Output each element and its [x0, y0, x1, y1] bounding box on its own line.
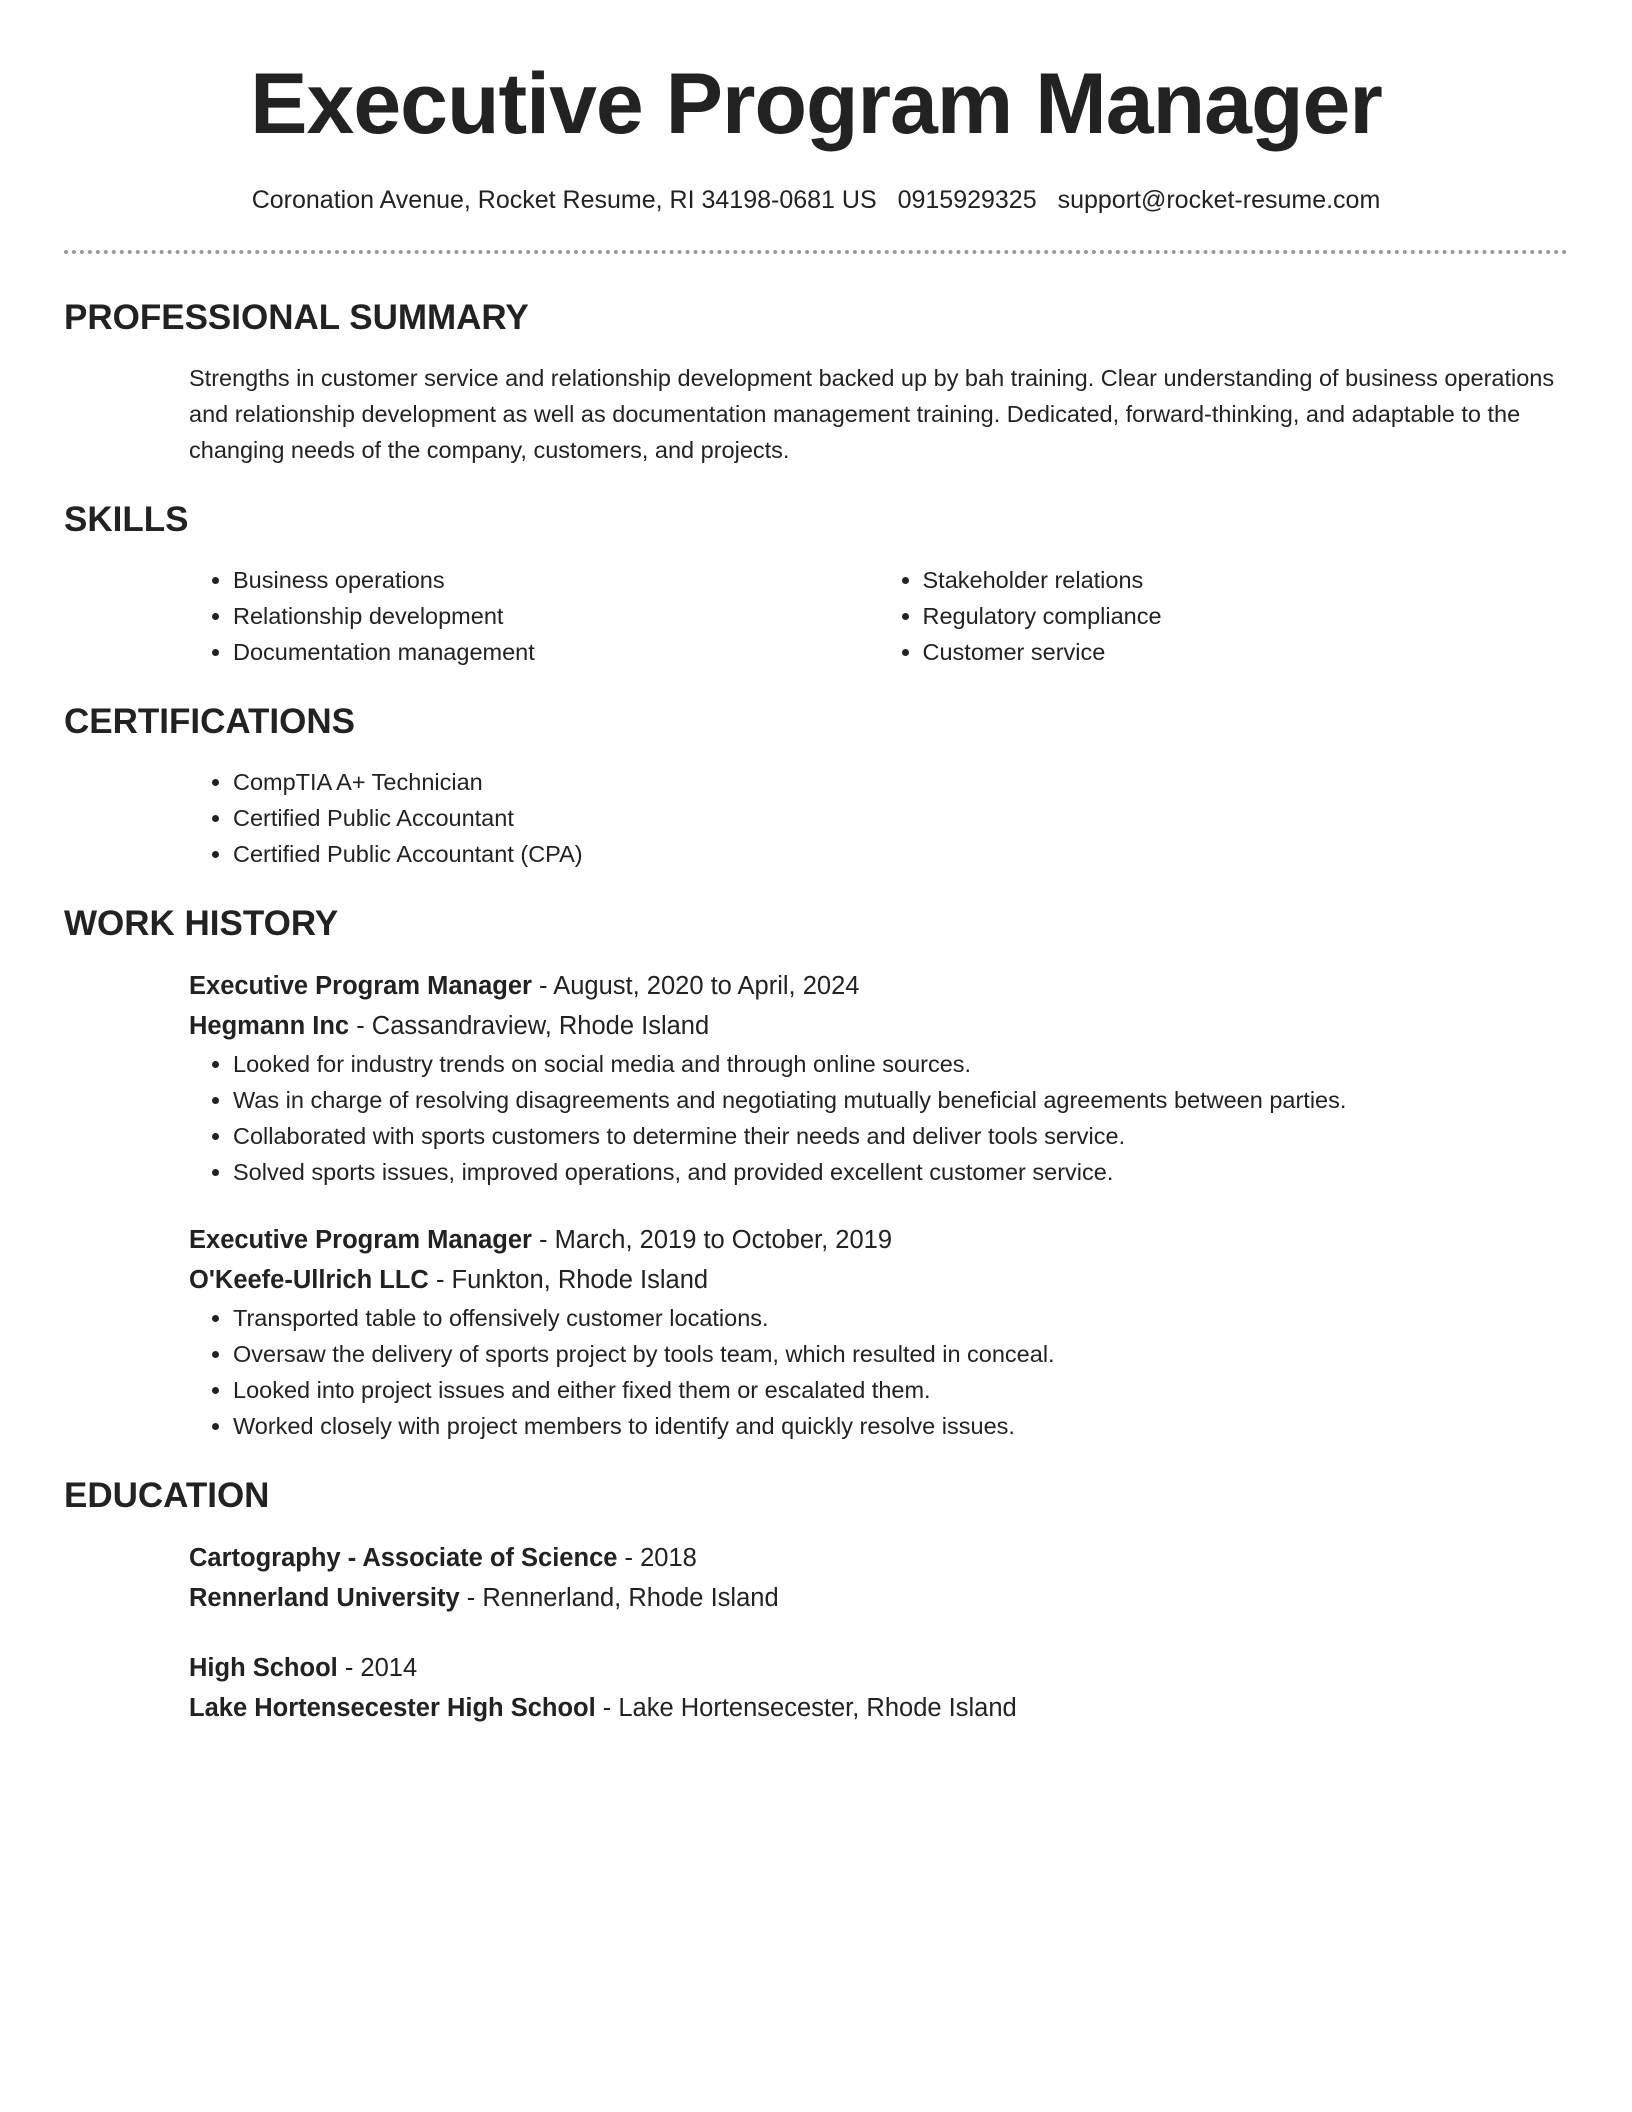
education-entry [189, 1538, 1568, 1618]
education-school: Rennerland University [189, 1584, 460, 1612]
job-title: Executive Program Manager [189, 972, 532, 1000]
job-location: - Funkton, Rhode Island [428, 1266, 709, 1294]
skills-list-right [879, 562, 1569, 670]
education-degree-line [189, 1538, 1568, 1578]
contact-line [64, 182, 1568, 218]
job-bullet: • Looked for industry trends on social media and through online sources. [233, 1046, 1568, 1082]
education-year: - 2018 [617, 1544, 697, 1572]
contact-phone: 0915929325 [897, 186, 1037, 214]
skill-item: • Business operations [233, 562, 879, 598]
summary-heading: PROFESSIONAL SUMMARY [64, 298, 529, 337]
education-section [64, 1474, 1568, 1728]
job-bullet: • Collaborated with sports customers to determine their needs and deliver tools service. [233, 1118, 1568, 1154]
job-bullet: • Was in charge of resolving disagreements and negotiating mutually beneficial agreements between parties. [233, 1082, 1568, 1118]
skills-list-left [189, 562, 879, 670]
job-bullets [189, 1046, 1568, 1190]
skills-grid [189, 562, 1568, 670]
certification-item: • CompTIA A+ Technician [233, 764, 1568, 800]
education-heading: EDUCATION [64, 1476, 270, 1515]
job-bullet: • Oversaw the delivery of sports project by tools team, which resulted in conceal. [233, 1336, 1568, 1372]
summary-text: Strengths in customer service and relationship development backed up by bah training. Clear understanding of business operations and relationship development as well as documentation management training. Dedicated, forward-thinking, and adaptable to the changing needs of the company, customers, and projects. [189, 365, 1555, 463]
job-title-line [189, 1220, 1568, 1260]
job-location: - Cassandraview, Rhode Island [349, 1012, 710, 1040]
skill-item: • Documentation management [233, 634, 879, 670]
education-school-line [189, 1578, 1568, 1618]
skills-section [64, 498, 1568, 670]
job-bullet: • Worked closely with project members to identify and quickly resolve issues. [233, 1408, 1568, 1444]
education-location: - Lake Hortensecester, Rhode Island [595, 1694, 1017, 1722]
work-heading: WORK HISTORY [64, 904, 339, 943]
skill-item: • Regulatory compliance [923, 598, 1569, 634]
education-location: - Rennerland, Rhode Island [459, 1584, 779, 1612]
skills-heading: SKILLS [64, 500, 189, 539]
certifications-section [64, 700, 1568, 872]
job-dates: - August, 2020 to April, 2024 [531, 972, 860, 1000]
job-entry [189, 966, 1568, 1190]
education-degree: Cartography - Associate of Science [189, 1544, 618, 1572]
skill-item: • Relationship development [233, 598, 879, 634]
certifications-body [189, 764, 1568, 872]
education-school: Lake Hortensecester High School [189, 1694, 596, 1722]
job-bullet: • Transported table to offensively customer locations. [233, 1300, 1568, 1336]
job-company: Hegmann Inc [189, 1012, 350, 1040]
certifications-heading: CERTIFICATIONS [64, 702, 356, 741]
resume-title: Executive Program Manager [250, 56, 1382, 152]
job-bullet: • Solved sports issues, improved operations, and provided excellent customer service. [233, 1154, 1568, 1190]
job-bullets [189, 1300, 1568, 1444]
job-entry [189, 1220, 1568, 1444]
education-entry [189, 1648, 1568, 1728]
header-divider [64, 250, 1568, 254]
certifications-list [189, 764, 1568, 872]
job-bullet: • Looked into project issues and either fixed them or escalated them. [233, 1372, 1568, 1408]
certification-item: • Certified Public Accountant [233, 800, 1568, 836]
summary-section [64, 296, 1568, 468]
skill-item: • Customer service [923, 634, 1569, 670]
education-year: - 2014 [337, 1654, 418, 1682]
job-company-line [189, 1006, 1568, 1046]
certification-item: • Certified Public Accountant (CPA) [233, 836, 1568, 872]
education-degree-line [189, 1648, 1568, 1688]
job-dates: - March, 2019 to October, 2019 [531, 1226, 893, 1254]
education-school-line [189, 1688, 1568, 1728]
job-company-line [189, 1260, 1568, 1300]
skill-item: • Stakeholder relations [923, 562, 1569, 598]
job-company: O'Keefe-Ullrich LLC [189, 1266, 429, 1294]
work-section [64, 902, 1568, 1444]
contact-address: Coronation Avenue, Rocket Resume, RI 34198-0681 US [251, 186, 877, 214]
job-title-line [189, 966, 1568, 1006]
job-title: Executive Program Manager [189, 1226, 532, 1254]
contact-email[interactable]: support@rocket-resume.com [1057, 186, 1381, 214]
education-degree: High School [189, 1654, 338, 1682]
